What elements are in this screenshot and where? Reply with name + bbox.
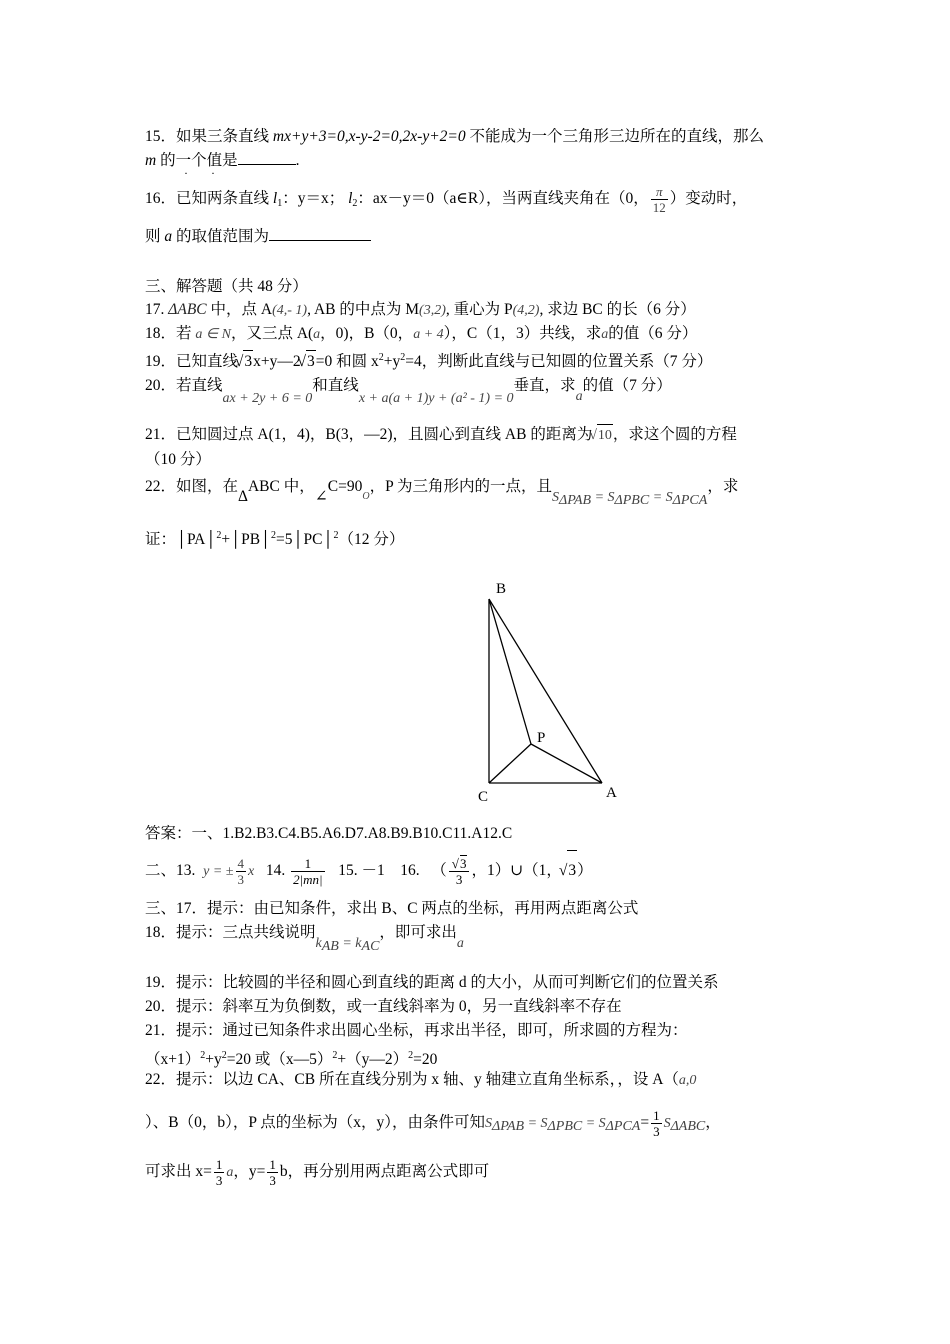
angle-symbol: ∠: [314, 488, 328, 505]
subscript: ΔABC: [670, 1119, 706, 1134]
text: =0 和圆 x: [315, 353, 379, 370]
text: 中，点 A: [206, 301, 273, 318]
text: +y: [205, 1051, 222, 1068]
subscript: ΔPAB: [558, 493, 592, 508]
problem-21-line2: （10 分）: [145, 451, 211, 468]
denominator: 2|mn|: [293, 871, 323, 887]
text: , 重心为 P: [445, 301, 513, 318]
problem-20: [145, 375, 815, 406]
answers-line7: 21．提示：通过已知条件求出圆心坐标，再求出半径，即可，所求圆的方程为：: [145, 1022, 688, 1039]
segment-pb: [489, 599, 531, 744]
superscript: 2: [221, 1050, 227, 1061]
answers-line5: 19．提示：比较圆的半径和圆心到直线的距离 d 的大小，从而可判断它们的位置关系: [145, 974, 719, 991]
vertex-label-b: B: [496, 581, 507, 597]
area-symbol: S: [665, 490, 673, 505]
problem-22-line1: [145, 476, 815, 508]
area-symbol: S: [485, 1116, 493, 1131]
area-symbol: S: [663, 1116, 671, 1131]
text: ，求: [707, 478, 739, 495]
answers-line10: [145, 1103, 815, 1147]
variable: a: [313, 327, 321, 342]
degree-symbol: O: [362, 491, 370, 502]
vertex-label-a: A: [606, 785, 617, 801]
denominator: 3: [269, 1172, 276, 1188]
text: ：y＝x；: [282, 190, 345, 208]
denominator: 3: [215, 1172, 223, 1188]
text: 二、13.: [145, 862, 196, 879]
text: =4，判断此直线与已知圆的位置关系（7 分）: [405, 353, 713, 370]
text: ，0)，B（0，: [320, 325, 414, 342]
subscript: ΔPCA: [605, 1119, 641, 1134]
point-p-coord: (4,2): [512, 303, 540, 318]
answers-line11: [145, 1152, 815, 1193]
numerator: [449, 855, 470, 872]
text: 证：│PA│: [145, 531, 217, 548]
superscript: 2: [400, 352, 406, 363]
answers-line2: [145, 850, 815, 892]
math: y = ±: [203, 864, 234, 879]
fraction-1-3: [267, 1157, 278, 1188]
variable: a: [575, 389, 583, 404]
sqrt-3: √ 3: [243, 350, 253, 373]
problem-number: 22．如图，在: [145, 478, 239, 495]
problem-16-line2: [145, 226, 815, 248]
math: x: [248, 864, 255, 879]
triangle-symbol: Δ: [238, 488, 248, 505]
equals: =: [649, 490, 666, 505]
area-symbol: S: [540, 1116, 548, 1131]
problem-21-line1: [145, 424, 815, 447]
problem-number: 18．若: [145, 325, 196, 342]
equation: mx+y+3=0,x-y-2=0,2x-y+2=0: [272, 128, 466, 145]
text: ）: [577, 862, 593, 879]
problem-number: 17.: [145, 301, 169, 318]
fraction-sqrt3-3: [449, 855, 470, 887]
text: 不能成为一个三角形三边所在的直线，那么: [465, 128, 765, 145]
subscript: ΔPBC: [547, 1119, 583, 1134]
answers-line1: 答案：一、1.B2.B3.C4.B5.A6.D7.A8.B9.B10.C11.A12.C: [145, 825, 513, 842]
problem-number: 20．若直线: [145, 377, 223, 394]
problem-15-line2: [145, 150, 815, 172]
answers-line9: [145, 1069, 815, 1092]
text: C=90: [327, 478, 363, 495]
denominator: 3: [455, 872, 463, 888]
point-m-coord: (3,2): [419, 303, 446, 318]
text: , AB 的中点为 M: [307, 301, 420, 318]
sqrt-10: √ 10: [597, 424, 613, 447]
text: 的取值范围为: [172, 228, 270, 245]
vertex-label-c: C: [478, 789, 489, 805]
condition: a ∈ N: [195, 327, 231, 342]
text: 22．提示：以边 CA、CB 所在直线分别为 x 轴、y 轴建立直角坐标系，，设 A（: [145, 1071, 679, 1088]
answer-blank: [238, 150, 296, 165]
fraction-pi-12: [651, 184, 668, 215]
slope-equation: [315, 934, 380, 954]
text: .: [295, 152, 300, 169]
text: 的值（7 分）: [582, 377, 672, 394]
slope-symbol: k: [315, 936, 322, 951]
area-symbol: S: [598, 1116, 606, 1131]
superscript: 2: [332, 1050, 338, 1061]
text: 16.: [400, 862, 420, 879]
superscript: 2: [200, 1050, 206, 1061]
answers-line6: 20．提示：斜率互为负倒数，或一直线斜率为 0，另一直线斜率不存在: [145, 998, 622, 1015]
point-a-coord: (4,- 1): [272, 303, 308, 318]
text: 已知两条直线: [176, 190, 273, 208]
text: ，1）∪（1，: [471, 862, 562, 879]
superscript: 2: [271, 530, 277, 541]
emphasis-dots: · ·: [184, 166, 225, 180]
problem-number: 21．已知圆过点 A(1，4)，B(3，—2)，且圆心到直线 AB 的距离为: [145, 426, 593, 443]
problem-number: 15．: [145, 128, 177, 145]
line-equation-2: x + a(a + 1)y + (a² - 1) = 0: [358, 391, 514, 406]
variable: l: [272, 190, 278, 208]
superscript: 2: [216, 530, 222, 541]
text: +（y—2）: [337, 1051, 409, 1068]
text: 则: [145, 228, 165, 245]
text: （12 分）: [338, 531, 405, 548]
denominator: 3: [653, 1123, 660, 1139]
text: ，: [705, 1114, 721, 1131]
variable: m: [145, 152, 157, 169]
segment-pa: [531, 744, 602, 783]
text: ABC 中，: [247, 478, 315, 495]
text: （: [431, 862, 447, 879]
variable: a: [601, 327, 609, 342]
text: 14.: [265, 862, 286, 879]
problem-number: 16．: [145, 190, 177, 208]
text: +│PB│: [221, 531, 272, 548]
superscript: 2: [333, 530, 339, 541]
problem-15-line1: [145, 126, 815, 148]
answers-line3: 三、17．提示：由已知条件，求出 B、C 两点的坐标，再用两点距离公式: [145, 900, 639, 917]
text: 18．提示：三点共线说明: [145, 924, 316, 941]
text: 可求出 x=: [145, 1163, 212, 1180]
subscript: ΔPBC: [614, 493, 650, 508]
subscript: AB: [321, 939, 339, 954]
text: 如果三条直线: [176, 128, 273, 145]
subscript: AC: [361, 939, 380, 954]
numerator: 1: [653, 1107, 660, 1123]
text: , 求边 BC 的长（6 分）: [539, 301, 696, 318]
text: 15. －1: [338, 862, 385, 879]
text: 的值（6 分）: [608, 325, 698, 342]
text: b，再分别用两点距离公式即可: [279, 1163, 490, 1180]
subscript: 2: [352, 198, 358, 210]
equals: =: [524, 1116, 541, 1131]
text: =5│PC│: [276, 531, 334, 548]
text: ），C（1，3）共线，求: [443, 325, 602, 342]
answers-line8: [145, 1045, 815, 1071]
problem-19: [145, 347, 815, 373]
text: ）变动时，: [669, 190, 748, 208]
subscript: ΔPCA: [672, 493, 708, 508]
slope-symbol: k: [355, 936, 362, 951]
answer-blank: [269, 226, 371, 241]
segment-pc: [489, 744, 531, 783]
superscript: 2: [378, 352, 384, 363]
text: 和直线: [312, 377, 359, 394]
triangle-symbol: ΔABC: [168, 301, 207, 318]
variable: a: [226, 1165, 234, 1180]
fraction-4-3: [236, 856, 247, 887]
fraction-1-3: [214, 1157, 225, 1188]
text: =20 或（x—5）: [226, 1051, 333, 1068]
side-ab: [489, 599, 602, 783]
numerator: 1: [291, 856, 325, 872]
sqrt-3: √ 3: [460, 855, 468, 871]
denominator: 12: [652, 200, 666, 215]
subscript: 1: [277, 198, 283, 210]
fraction-1-2mn: [291, 856, 325, 887]
numerator: 4: [237, 855, 244, 871]
text: ：ax－y＝0（a∈R），当两直线夹角在（0，: [357, 190, 649, 208]
text: 的一个值是: [156, 152, 238, 169]
point-a-coord: a,0: [678, 1073, 697, 1088]
area-equation: [551, 488, 708, 508]
text: ，又三点 A(: [230, 325, 314, 342]
subscript: ΔPAB: [492, 1119, 525, 1134]
superscript: 2: [408, 1050, 414, 1061]
problem-16-line1: [145, 184, 815, 215]
text: +y: [383, 353, 401, 370]
answers-line4: [145, 922, 815, 954]
problem-18: [145, 323, 815, 346]
sqrt-3: √ 3: [567, 850, 577, 891]
text: ）、B（0，b），P 点的坐标为（x，y），由条件可知: [145, 1114, 486, 1131]
text: 垂直，求: [513, 377, 576, 394]
equals: =: [640, 1114, 650, 1131]
expression: a + 4: [413, 327, 444, 342]
vertex-label-p: P: [537, 730, 546, 746]
variable: l: [348, 190, 353, 208]
equals: =: [591, 490, 608, 505]
equals: =: [338, 936, 356, 951]
text: ，求这个圆的方程: [612, 426, 737, 443]
problem-number: 19．已知直线: [145, 353, 239, 370]
section-3-heading: 三、解答题（共 48 分）: [145, 278, 308, 295]
text: ，即可求出: [379, 924, 457, 941]
line-equation-1: ax + 2y + 6 = 0: [222, 391, 313, 406]
fraction-1-3: [651, 1108, 662, 1139]
problem-22-line2: [145, 525, 815, 551]
equals: =: [582, 1116, 599, 1131]
problem-17: [145, 299, 815, 322]
area-symbol: S: [551, 490, 559, 505]
variable: a: [456, 936, 464, 951]
sqrt-3: √ 3: [306, 350, 316, 373]
numerator: 1: [215, 1156, 223, 1172]
denominator: 3: [237, 871, 244, 887]
text: x+y—2: [253, 353, 301, 370]
triangle-figure: [470, 575, 630, 807]
text: （x+1）: [145, 1051, 201, 1068]
text: =20: [413, 1051, 438, 1068]
numerator: 1: [269, 1156, 276, 1172]
numerator: π: [651, 184, 668, 200]
area-symbol: S: [607, 490, 615, 505]
variable: a: [164, 228, 173, 245]
text: ，y=: [233, 1163, 266, 1180]
text: ，P 为三角形内的一点，且: [369, 478, 552, 495]
